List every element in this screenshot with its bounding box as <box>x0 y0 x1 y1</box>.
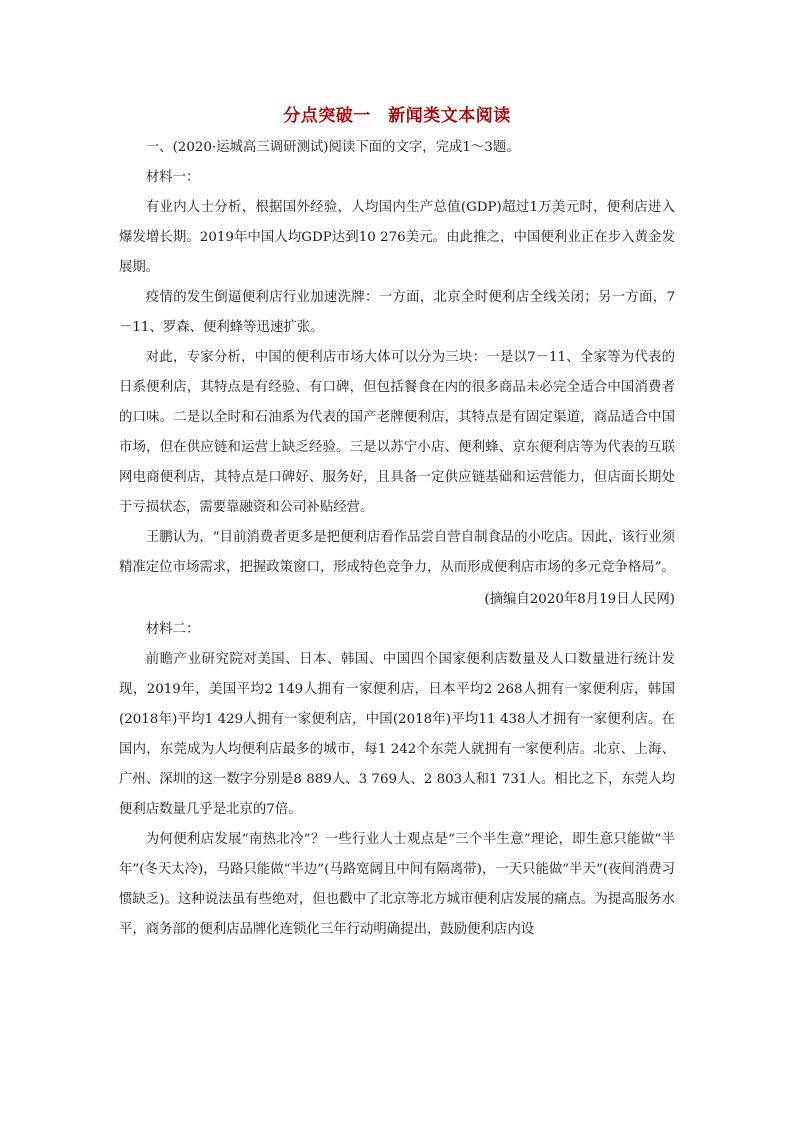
material1-source: (摘编自2020年8月19日人民网) <box>484 592 675 607</box>
material1-paragraph: 王鹏认为，“目前消费者更多是把便利店看作品尝自营自制食品的小吃店。因此，该行业须精准定位市场需求，把握政策窗口，形成特色竞争力，从而形成便利店市场的多元竞争格局”。 <box>119 530 675 575</box>
question-instruction: 一、(2020·运城高三调研测试)阅读下面的文字，完成1～3题。 <box>145 140 520 155</box>
material1-paragraph: 对此，专家分析，中国的便利店市场大体可以分为三块：一是以7－11、全家等为代表的日系便利店，其特点是有经验、有口碑，但包括餐食在内的很多商品未必完全适合中国消费者的口味。二是以全时和石油系为代表的国产老牌便利店，其特点是有固定渠道，商品适合中国市场，但在供应链和运营上缺乏经验。三是以苏宁小店、便利蜂、京东便利店等为代表的互联网电商便利店，其特点是口碑好、服务好，且具备一定供应链基础和运营能力，但店面长期处于亏损状态，需要靠融资和公司补贴经营。 <box>119 350 675 515</box>
material1-heading: 材料一： <box>145 170 200 185</box>
material2-heading: 材料二： <box>145 622 200 637</box>
material2-paragraph: 为何便利店发展“南热北冷”？一些行业人士观点是“三个半生意”理论，即生意只能做“半年”(冬天太冷)，马路只能做“半边”(马路宽阔且中间有隔离带)，一天只能做“半天”(夜间消费习惯缺乏)。这种说法虽有些绝对，但也戳中了北京等北方城市便利店发展的痛点。为提高服务水平，商务部的便利店品牌化连锁化三年行动明确提出，鼓励便利店内设 <box>119 832 675 937</box>
document-title: 分点突破一 新闻类文本阅读 <box>283 106 511 126</box>
material1-paragraph: 疫情的发生倒逼便利店行业加速洗牌：一方面，北京全时便利店全线关闭；另一方面，7－11、罗森、便利蜂等迅速扩张。 <box>119 290 675 335</box>
document-page <box>119 101 675 945</box>
material2-paragraph: 前瞻产业研究院对美国、日本、韩国、中国四个国家便利店数量及人口数量进行统计发现，2019年，美国平均2 149人拥有一家便利店，日本平均2 268人拥有一家便利店，韩国(2018年)平均1 429人拥有一家便利店，中国(2018年)平均11 438人才拥有一家便利店。在国内，东莞成为人均便利店最多的城市，每1 242个东莞人就拥有一家便利店。北京、上海、广州、深圳的这一数字分别是8 889人、3 769人、2 803人和1 731人。相比之下，东莞人均便利店数量几乎是北京的7倍。 <box>119 652 675 817</box>
material1-paragraph: 有业内人士分析，根据国外经验，人均国内生产总值(GDP)超过1万美元时，便利店进入爆发增长期。2019年中国人均GDP达到10 276美元。由此推之，中国便利业正在步入黄金发展期。 <box>119 200 675 275</box>
